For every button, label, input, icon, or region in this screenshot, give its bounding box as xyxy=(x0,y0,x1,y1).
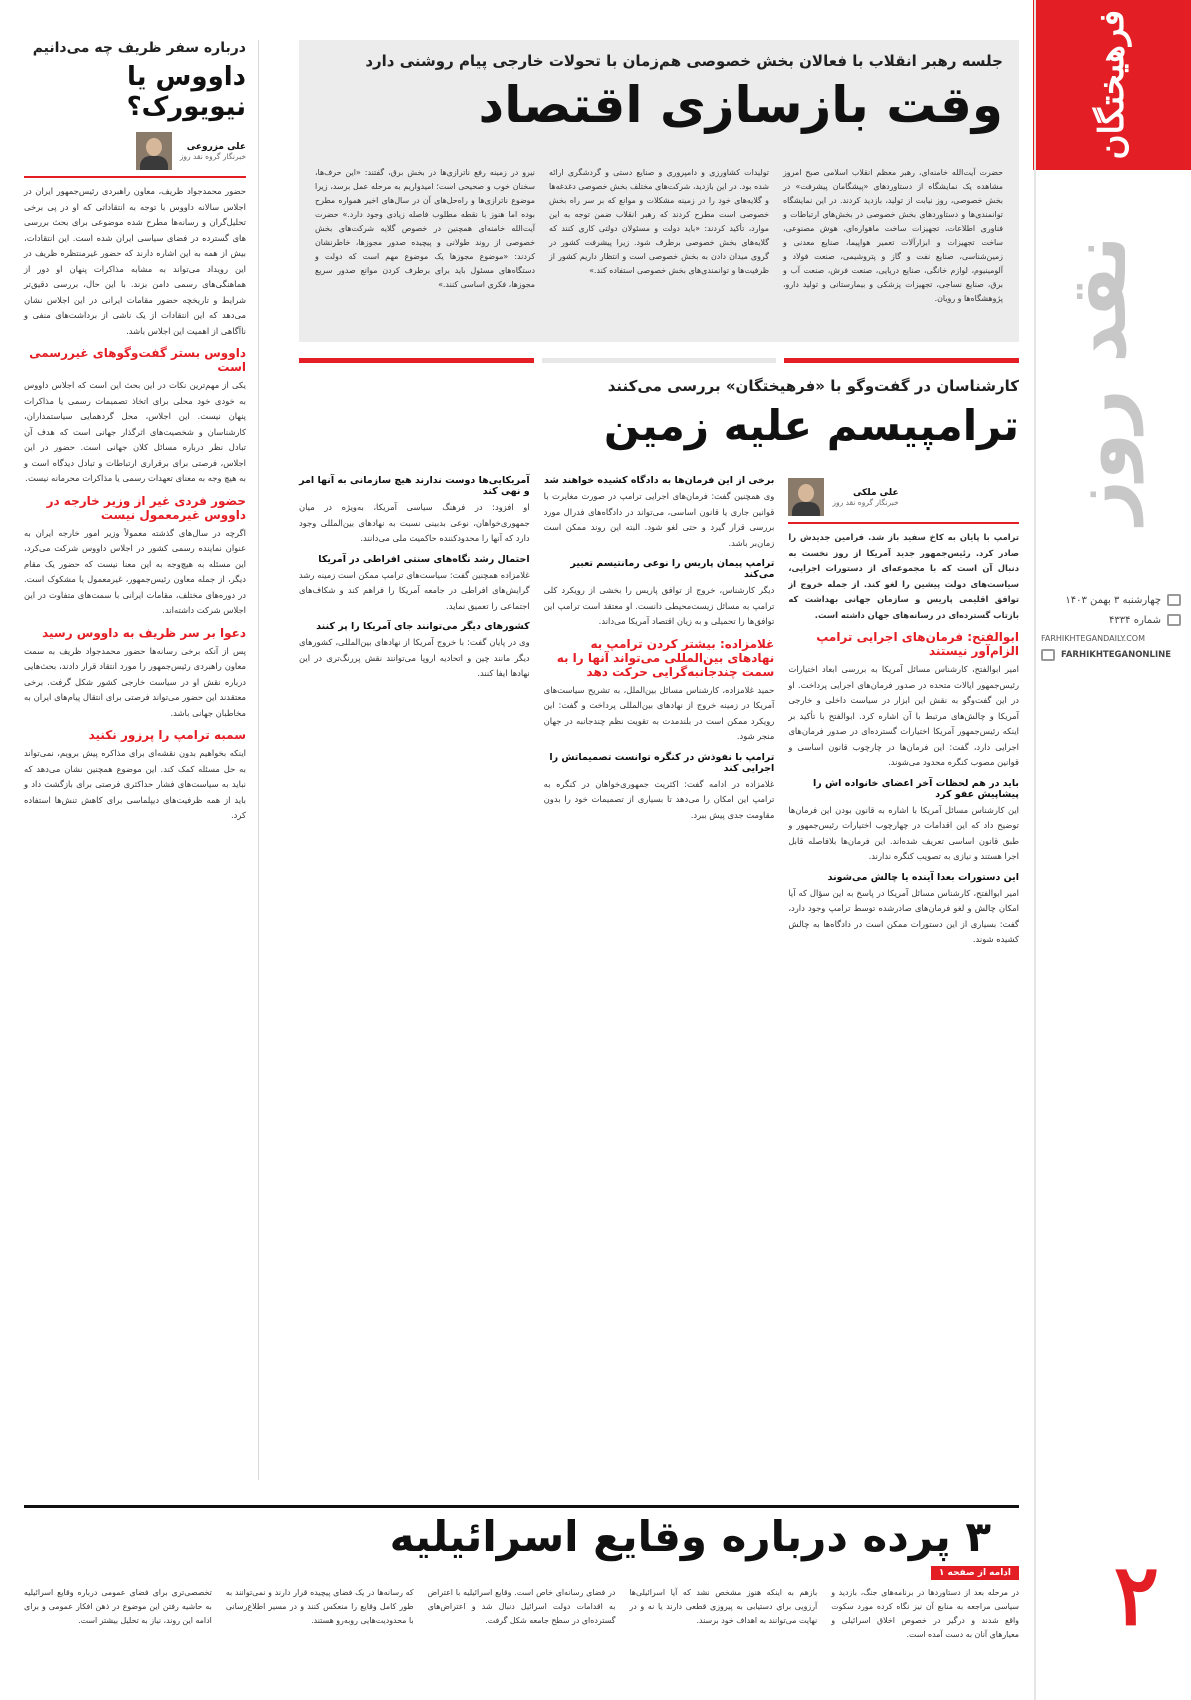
left-subhead-3: دعوا بر سر ظریف به داووس رسید xyxy=(42,625,246,640)
main-section-8: او افزود: در فرهنگ سیاسی آمریکا، به‌ویژه در میان جمهوری‌خواهان، نوعی بدبینی نسبت به نهادهای بین‌المللی وجود دارد که آنها را محدودکننده حاکمیت ملی می‌دانند. xyxy=(298,502,530,543)
bottom-headline[interactable]: ۳ پرده درباره وقایع اسرائیلیه xyxy=(389,1512,991,1561)
left-subhead-1: داووس بستر گفت‌وگوهای غیررسمی است xyxy=(29,346,246,374)
left-intro: حضور محمدجواد ظریف، معاون راهبردی رئیس‌جمهور ایران در اجلاس سالانه داووس با توجه به انتقاداتی که او در پی برخی تحلیل‌گران و رسانه‌ها مطرح شده موضوعی برای بحث بررسی های گسترده در فضای سیاسی ایران شده است. این انتقادات، بیش از همه به این اشاره دارند که حضور غیرمنتظره ظریف در این رویداد می‌تواند به مشابه مذاکرات پنهان او دور از هماهنگی‌های رسمی دامن بزند. با این حال، بررسی دقیق‌تر شرایط و تاریخچه حضور مقامات ایرانی در این اجلاس نشان می‌دهد که این انتقادات از یک ناشی از برداشت‌های منفی و ناآگاهی از اهمیت این اجلاس باشد. xyxy=(24,186,246,336)
red-bar xyxy=(299,358,534,363)
left-byline xyxy=(24,132,246,170)
page-number: ۲ xyxy=(1113,1545,1159,1644)
logo-text: فرهیختگان xyxy=(1092,10,1132,160)
bottom-column-1: در مرحله بعد از دستاوردها در برنامه‌های جنگ، بازدید و سیاسی مراجعه به منابع آن نیز نگاه کرده مورد سکوت واقع شدند و درگیر در خصوص اخلاق اسرائیلی و معیارهای آنان به دست آمده است. xyxy=(831,1588,1019,1639)
instagram-icon xyxy=(1041,649,1055,661)
main-byline xyxy=(788,478,1019,516)
calendar-icon xyxy=(1167,594,1181,606)
lead-story xyxy=(299,40,1019,342)
section-title: نقد روز xyxy=(1054,235,1143,525)
bottom-divider xyxy=(24,1505,1019,1508)
main-kicker: کارشناسان در گفت‌وگو با «فرهیختگان» بررسی می‌کنند xyxy=(607,377,1019,395)
left-column-divider xyxy=(258,40,259,1480)
main-subhead-5: ترامپ پیمان پاریس را نوعی رمانتیسم تعبیر می‌کند xyxy=(570,558,775,580)
main-section-5: دیگر کارشناس، خروج از توافق پاریس را بخشی از رویکرد کلی ترامپ به مسائل زیست‌محیطی دانست. او معتقد است ترامپ این توافق‌ها را تحمیلی و به زیان اقتصاد آمریکا می‌داند. xyxy=(543,585,775,626)
lead-kicker: جلسه رهبر انقلاب با فعالان بخش خصوصی هم‌زمان با تحولات خارجی پیام روشنی دارد xyxy=(365,52,1003,70)
left-story xyxy=(24,40,246,1480)
bottom-columns xyxy=(24,1586,1019,1642)
bottom-column-3: در فضای رسانه‌ای خاص است. وقایع اسرائیلیه با اعتراض به اقدامات دولت اسرائیل دنبال شد و اعتراض‌های گسترده‌ای در سطح جامعه شکل گرفت. xyxy=(427,1588,616,1625)
main-column-1 xyxy=(788,468,1019,948)
left-kicker: درباره سفر ظریف چه می‌دانیم xyxy=(32,40,246,56)
main-subhead-4: برخی از این فرمان‌ها به دادگاه کشیده خواهند شد xyxy=(543,475,775,486)
main-section-3: امیر ابوالفتح، کارشناس مسائل آمریکا در پاسخ به این سؤال که آیا امکان چالش و لغو فرمان‌های صادرشده توسط ترامپ وجود دارد، گفت: بسیاری از این دستورات ممکن است در دادگاه‌ها به چالش کشیده شوند. xyxy=(788,887,1019,944)
main-section-10: وی در پایان گفت: با خروج آمریکا از نهادهای بین‌المللی، کشورهای دیگر مانند چین و اتحادیه اروپا می‌توانند نقش پررنگ‌تری در این نهادها ایفا کنند. xyxy=(298,637,530,678)
main-column-2 xyxy=(544,468,775,948)
gray-bar xyxy=(542,358,777,363)
left-section-4: اینکه بخواهیم بدون نقشه‌ای برای مذاکره پیش برویم، نمی‌تواند به حل مسئله کمک کند. این موضوع همچنین نشان می‌دهد که نباید به سیاست‌های فشار حداکثری فرصتی برای بازگشت داد و باید از همه ظرفیت‌های دیپلماسی برای کاهش تنش‌ها استفاده کرد. xyxy=(24,748,246,820)
lead-column-3: نیرو در زمینه رفع ناترازی‌ها در بخش برق، گفتند: «این حرف‌ها، سخنان خوب و صحیحی است؛ امیدواریم به مرحله عمل برسد، زیرا موضوع ناترازی‌ها و راه‌حل‌های آن در سال‌های اخیر همواره مطرح بوده اما هنوز با نقطه مطلوب فاصله زیادی وجود دارد.» حضرت آیت‌الله خامنه‌ای همچنین در خصوص گلایه شرکت‌های بخش خصوصی از روند طولانی و پیچیده صدور مجوزها، خاطرنشان کردند: «موضوع مجوزها یک موضوع مهم است که دولت و دستگاه‌های مسئول باید برای برطرف کردن موانع صدور سریع مجوزها، فکری اساسی کنند.» xyxy=(315,168,535,289)
issue-info xyxy=(1041,594,1181,669)
newspaper-logo[interactable] xyxy=(1033,0,1191,170)
issue-number-row xyxy=(1041,614,1181,626)
author-role: خبرنگار گروه نقد روز xyxy=(179,151,246,161)
left-headline[interactable]: داووس یا نیویورک؟ xyxy=(126,62,246,122)
main-story xyxy=(299,358,1019,1498)
main-column-3 xyxy=(299,468,530,948)
byline-divider xyxy=(788,522,1019,524)
left-subhead-4: سمبه ترامپ را پرزور نکنید xyxy=(88,728,246,742)
main-section-6: حمید غلامزاده، کارشناس مسائل بین‌الملل، به تشریح سیاست‌های آمریکا در زمینه خروج از نهادهای بین‌المللی پرداخت و گفت: این رویکرد ممکن است در بلندمدت به تقویت نظم چندجانبه در جهان منجر شود. xyxy=(543,684,775,741)
author-avatar xyxy=(788,478,824,516)
newspaper-icon xyxy=(1167,614,1181,626)
main-subhead-3: این دستورات بعدا آینده یا چالش می‌شوند xyxy=(827,871,1019,883)
author-name: علی مزروعی xyxy=(186,141,246,152)
main-subhead-10: کشورهای دیگر می‌توانند جای آمریکا را پر کنند xyxy=(316,621,530,632)
author-role: خبرنگار گروه نقد روز xyxy=(832,497,899,507)
bottom-column-5: تخصصی‌تری برای فضای عمومی درباره وقایع اسرائیلیه به حاشیه رفتن این موضوع در ذهن افکار عمومی و برای ادامه این روند، نیاز به تحلیل بیشتر است. xyxy=(24,1588,212,1625)
main-subhead-6: غلامزاده: بیشتر کردن ترامپ به نهادهای بین‌المللی می‌تواند آنها را به سمت چندجانبه‌گرایی حرکت دهد xyxy=(556,636,775,679)
main-subhead-1: ابوالفتح: فرمان‌های اجرایی ترامپ الزام‌آور نیستند xyxy=(816,630,1019,658)
main-section-2: این کارشناس مسائل آمریکا با اشاره به قانون بودن این فرمان‌ها توضیح داد که این اقدامات در چهارچوب اختیارات رئیس‌جمهور و طبق قانون اساسی تعریف شده‌اند. این فرمان‌ها بلافاصله قابل اجرا هستند و نیازی به تصویب کنگره ندارند. xyxy=(788,804,1019,861)
date-row xyxy=(1041,594,1181,606)
left-section-2: اگرچه در سال‌های گذشته معمولاً وزیر امور خارجه ایران به عنوان نماینده رسمی کشور در اجلاس داووس شرکت می‌کرد، این مسئله به هیچ‌وجه به این معنا نیست که حضور یک مقام دیگر، از جمله معاون رئیس‌جمهور، غیرمعمول یا مشکوک است. در دوره‌های مختلف، مقامات ایرانی با سمت‌های متفاوت در این اجلاس شرکت داشته‌اند. xyxy=(24,527,246,615)
main-section-7: غلامزاده در ادامه گفت: اکثریت جمهوری‌خواهان در کنگره به ترامپ این امکان را می‌دهد تا بسیاری از تصمیمات خود را بدون مقاومت جدی پیش ببرد. xyxy=(543,778,775,820)
byline-divider xyxy=(24,176,246,178)
left-section-3: پس از آنکه برخی رسانه‌ها حضور محمدجواد ظریف به سمت معاون راهبردی رئیس‌جمهور را مورد انتقاد قرار دادند، بحث‌هایی درباره نقش او در سیاست خارجی کشور شکل گرفت. برخی معتقدند این حضور می‌تواند فرصتی برای انتقال پیام‌های ایران به مخاطبان جهانی باشد. xyxy=(24,645,246,718)
main-intro: ترامپ با پایان به کاخ سفید باز شد. فرامین جدیدش را صادر کرد. رئیس‌جمهور جدید آمریکا از روز نخست به دنبال آن است که با مجموعه‌ای از دستورات اجرایی، سیاست‌های دولت پیشین را لغو کند. از جمله خروج از توافق اقلیمی پاریس و سازمان جهانی بهداشت که بازتاب گسترده‌ای در رسانه‌های جهان داشته است. xyxy=(788,532,1019,620)
lead-column-2: تولیدات کشاورزی و دامپروری و صنایع دستی و گردشگری ارائه شده بود. در این بازدید، شرکت‌های مختلف بخش خصوصی دغدغه‌ها و گلایه‌های خود را در زمینه مشکلات و موانع که بر سر راه بخش خصوصی است مطرح کردند که رهبر انقلاب ضمن توجه به این موارد، تأکید کردند: «باید دولت و مسئولان دولتی کاری کنند که گلایه‌های بخش خصوصی برطرف شود. زیرا پیشرفت کشور در گروی میدان دادن به بخش خصوصی است و انتظار داریم کشور از ظرفیت‌ها و توانمندی‌های بخش خصوصی استفاده کند.» xyxy=(549,168,769,275)
masthead-divider xyxy=(1034,0,1036,1700)
main-section-1: امیر ابوالفتح، کارشناس مسائل آمریکا به بررسی ابعاد اختیارات رئیس‌جمهور ایالات متحده در صدور فرمان‌های اجرایی پرداخت. او در این گفت‌وگو به نقش این ابزار در سیاست داخلی و خارجی آمریکا و چالش‌های مرتبط با آن اشاره کرد. ابوالفتح با تأکید بر اینکه رئیس‌جمهور آمریکا اختیارات گسترده‌ای در صدور فرمان‌های اجرایی دارد، گفت: این فرمان‌ها در چارچوب قانون اساسی و قوانین مصوب کنگره محدود می‌شوند. xyxy=(788,664,1019,767)
social-row xyxy=(1041,649,1181,661)
lead-headline[interactable]: وقت بازسازی اقتصاد xyxy=(478,76,1003,134)
bottom-column-2: بازهم به اینکه هنوز مشخص نشد که آیا اسرائیلی‌ها آرزویی برای دستیابی به پیروزی قطعی دارند یا نه و در نهایت می‌توانند به اهداف خود برسند. xyxy=(629,1588,818,1625)
masthead xyxy=(1033,0,1191,1700)
main-subhead-2: باید در هم لحظات آخر اعضای خانواده اش را پیشاپیش عفو کرد xyxy=(813,777,1019,800)
main-top-bars xyxy=(299,358,1019,363)
issue-number: شماره ۴۳۳۴ xyxy=(1109,614,1161,626)
main-columns xyxy=(299,468,1019,948)
left-section-1: یکی از مهم‌ترین نکات در این بحث این است که اجلاس داووس به خودی خود محلی برای اتخاذ تصمیمات رسمی یا مذاکرات پنهان نیست. این اجلاس، محل گردهمایی سیاستمداران، کارشناسان و شخصیت‌های اثرگذار جهانی است که هدف آن تبادل نظر درباره مسائل کلان جهانی است. حضور در این اجلاس، فرصتی برای برقراری ارتباطات و تبادل دیدگاه است و به هیچ وجه به معنای تعهدات رسمی یا مذاکرات محرمانه نیست. xyxy=(24,380,246,483)
social-handle[interactable]: FARHIKHTEGANONLINE xyxy=(1061,650,1172,660)
main-subhead-8: آمریکایی‌ها دوست ندارند هیچ سازمانی به آنها امر و نهی کند xyxy=(299,475,530,497)
lead-column-1: حضرت آیت‌الله خامنه‌ای، رهبر معظم انقلاب اسلامی صبح امروز مشاهده یک نمایشگاه از دستاوردهای «پیشگامان پیشرفت» در بخش خصوصی، روز نیابت از تولید، بازدید کردند. در این نمایشگاه توانمندی‌ها و دستاوردهای بخش خصوصی در بخش‌های ارتباطات و فناوری اطلاعات، تجهیزات ساخت ماهواره‌ای، هوش مصنوعی، ساخت تجهیزات و ابزارآلات تعمیر هواپیما، صنایع معدنی و زمین‌شناسی، صنایع نفت و گاز و پتروشیمی، صنعت فولاد و آلومینیوم، لوازم خانگی، صنایع دریایی، صنعت فرش، صنعت آب و برق، صنایع نساجی، تجهیزات پزشکی و بیمارستانی و تولید دارو، پژوهشگاه‌ها و رویان. xyxy=(783,168,1003,303)
main-subhead-9: احتمال رشد نگاه‌های سنتی افراطی در آمریکا xyxy=(318,553,530,565)
continued-tag: ادامه از صفحه ۱ xyxy=(931,1566,1019,1580)
website-link[interactable]: FARHIKHTEGANDAILY.COM xyxy=(1041,634,1145,643)
red-bar xyxy=(784,358,1019,363)
main-headline[interactable]: ترامپیسم علیه زمین xyxy=(603,401,1019,450)
left-subhead-2: حضور فردی غیر از وزیر خارجه در داووس غیرمعمول نیست xyxy=(46,493,246,522)
main-section-4: وی همچنین گفت: فرمان‌های اجرایی ترامپ در صورت مغایرت با قوانین جاری یا قانون اساسی، می‌تواند در دادگاه‌های فدرال مورد بررسی قرار گیرد و حتی لغو شود. البته این روند ممکن است زمان‌بر باشد. xyxy=(543,491,775,548)
issue-date: چهارشنبه ۳ بهمن ۱۴۰۳ xyxy=(1065,594,1161,606)
bottom-column-4: که رسانه‌ها در یک فضای پیچیده قرار دارند و نمی‌توانند به طور کامل وقایع را منعکس کنند و در مسیر اطلاع‌رسانی با محدودیت‌هایی روبه‌رو هستند. xyxy=(225,1588,414,1625)
main-section-9: غلامزاده همچنین گفت: سیاست‌های ترامپ ممکن است زمینه رشد گرایش‌های افراطی در جامعه آمریکا را فراهم کند و شکاف‌های اجتماعی را تعمیق نماید. xyxy=(298,569,530,611)
lead-columns xyxy=(315,166,1003,306)
author-avatar xyxy=(136,132,172,170)
author-name: علی ملکی xyxy=(852,487,899,498)
main-subhead-7: ترامپ با نفوذش در کنگره توانست تصمیماتش را اجرایی کند xyxy=(549,751,775,774)
